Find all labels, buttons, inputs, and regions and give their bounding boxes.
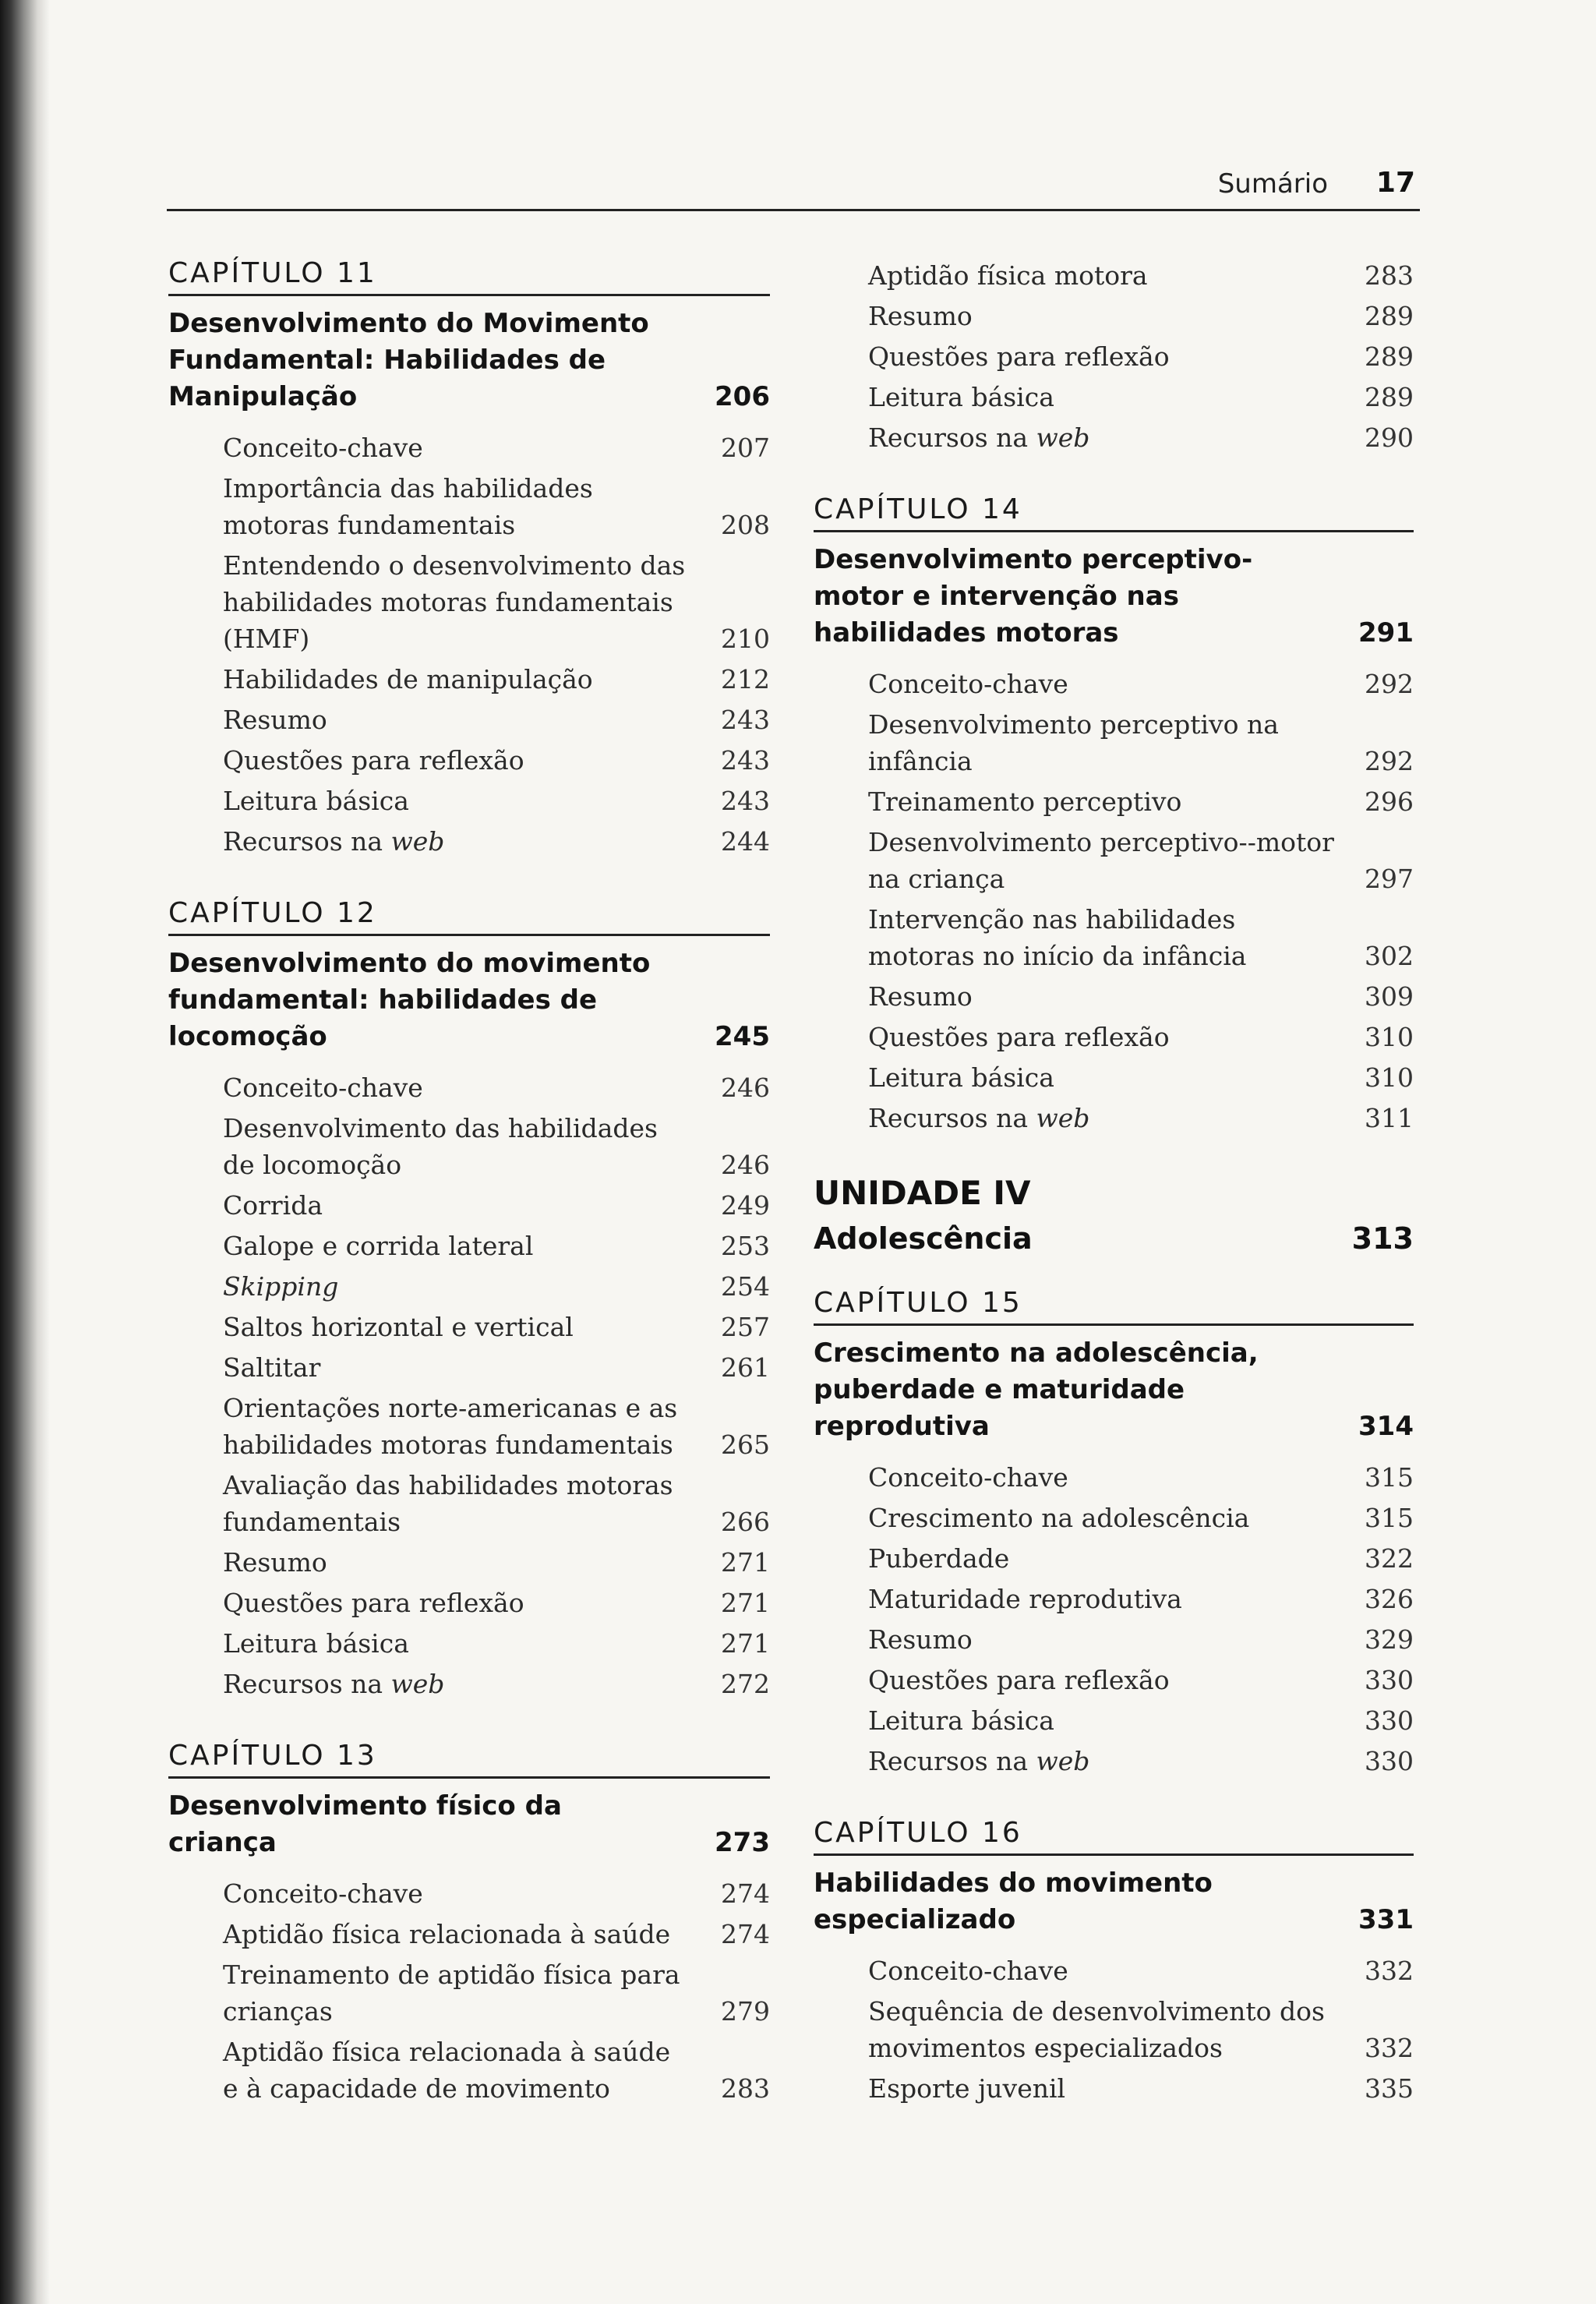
toc-entry-title: Recursos na web [223,1669,445,1699]
toc-entry-title: Crescimento na adolescência [868,1503,1250,1533]
toc-entry-page: 297 [1365,864,1414,894]
toc-entry-page: 296 [1365,786,1414,817]
toc-entry-page: 292 [1365,746,1414,776]
chapter-title-row[interactable] [814,1335,1414,1445]
toc-entry-title: Resumo [868,1624,973,1655]
toc-entry[interactable] [814,1581,1414,1617]
toc-entry[interactable] [168,1625,770,1662]
toc-entry-title: Questões para reflexão [868,341,1170,372]
toc-chapter [814,493,1414,1136]
toc-entry-list [168,1069,770,1702]
toc-entry[interactable] [814,1059,1414,1096]
chapter-title: Desenvolvimento físico da criança [168,1790,562,1858]
toc-entry-page: 261 [721,1352,770,1383]
toc-entry-page: 271 [721,1588,770,1618]
toc-entry[interactable] [168,1110,770,1183]
toc-entry-title: Questões para reflexão [868,1022,1170,1052]
toc-entry[interactable] [168,1467,770,1540]
toc-entry-page: 292 [1365,669,1414,699]
toc-entry[interactable] [814,419,1414,456]
toc-entry[interactable] [814,783,1414,820]
chapter-page: 206 [715,381,770,412]
toc-chapter [814,1817,1414,2107]
toc-chapter [814,1287,1414,1779]
running-header [167,165,1420,211]
toc-entry[interactable] [814,338,1414,375]
toc-entry-page: 332 [1365,1956,1414,1986]
toc-entry[interactable] [814,1100,1414,1136]
toc-entry[interactable] [814,1459,1414,1496]
chapter-title-row[interactable] [168,945,770,1055]
toc-entry-title: Resumo [868,981,973,1012]
toc-entry-page: 326 [1365,1584,1414,1614]
chapter-label: CAPÍTULO 12 [168,897,770,936]
toc-entry[interactable] [168,1187,770,1224]
toc-entry[interactable] [168,1390,770,1463]
toc-entry[interactable] [168,547,770,657]
toc-entry-page: 271 [721,1547,770,1578]
toc-entry[interactable] [814,666,1414,702]
toc-entry-title: Recursos na web [223,826,445,857]
toc-entry[interactable] [168,1544,770,1581]
unit-page: 313 [1351,1221,1414,1256]
chapter-label: CAPÍTULO 11 [168,257,770,296]
chapter-title-row[interactable] [814,1865,1414,1938]
book-spine-shadow [0,0,50,2304]
toc-entry-page: 310 [1365,1062,1414,1093]
toc-entry-title: Saltitar [223,1352,321,1383]
toc-entry-title: Aptidão física relacionada à saúde [223,1919,671,1949]
toc-entry[interactable] [168,1069,770,1106]
toc-entry-title: Questões para reflexão [223,745,524,776]
toc-entry-title-italic: web [390,1669,445,1699]
toc-entry-page: 254 [721,1271,770,1302]
header-page-number: 17 [1375,167,1415,199]
toc-entry-title-italic: web [390,826,445,857]
toc-entry-page: 265 [721,1429,770,1460]
toc-entry-title: Desenvolvimento perceptivo na infância [868,709,1279,776]
chapter-title: Desenvolvimento do Movimento Fundamental: Habilidades de Manipulação [168,308,649,412]
toc-entry-page: 257 [721,1312,770,1342]
header-section-title: Sumário [1217,168,1328,200]
unit-title: Adolescência [814,1221,1033,1256]
toc-entry[interactable] [168,1228,770,1264]
toc-entry[interactable] [168,1956,770,2030]
toc-entry-page: 253 [721,1231,770,1261]
toc-entry-title-italic: web [1036,422,1090,453]
toc-entry-page: 289 [1365,382,1414,412]
toc-entry-title: Conceito-chave [868,669,1068,699]
toc-entry-page: 208 [721,510,770,540]
unit-label: UNIDADE IV [814,1174,1031,1212]
toc-entry-page: 244 [721,826,770,857]
toc-right-column [814,257,1414,2144]
toc-entry-page: 309 [1365,981,1414,1012]
unit-title-row[interactable] [814,1221,1414,1256]
toc-entry-title: Conceito-chave [223,1878,423,1909]
toc-entry[interactable] [814,1993,1414,2066]
toc-entry-page: 243 [721,705,770,735]
toc-chapter-continued [814,257,1414,456]
toc-entry[interactable] [168,2034,770,2107]
toc-entry-title: Conceito-chave [223,433,423,463]
toc-entry[interactable] [814,257,1414,294]
toc-entry[interactable] [814,1540,1414,1577]
toc-entry-page: 246 [721,1072,770,1103]
toc-entry-title: Recursos na web [868,422,1090,453]
toc-entry-page: 274 [721,1919,770,1949]
toc-entry-title: Esporte juvenil [868,2073,1066,2104]
toc-entry-title: Leitura básica [868,1705,1054,1736]
chapter-label: CAPÍTULO 13 [168,1740,770,1779]
chapter-label: CAPÍTULO 15 [814,1287,1414,1326]
toc-entry-title: Conceito-chave [868,1462,1068,1493]
chapter-page: 291 [1358,617,1414,648]
toc-entry-page: 272 [721,1669,770,1699]
toc-entry[interactable] [168,701,770,738]
toc-entry-page: 266 [721,1507,770,1537]
toc-entry[interactable] [814,824,1414,897]
toc-entry-title: Corrida [223,1190,323,1221]
toc-entry-page: 274 [721,1878,770,1909]
toc-entry-page: 210 [721,624,770,654]
toc-entry[interactable] [814,1952,1414,1989]
toc-entry-list [814,257,1414,456]
chapter-title: Desenvolvimento perceptivo-motor e intervenção nas habilidades motoras [814,544,1253,648]
toc-entry[interactable] [168,1585,770,1621]
toc-entry-list [814,1459,1414,1779]
toc-entry[interactable] [168,823,770,860]
toc-entry-title: Treinamento perceptivo [868,786,1182,817]
toc-entry-list [168,1875,770,2107]
toc-entry-page: 283 [1365,260,1414,291]
toc-entry[interactable] [814,1702,1414,1739]
toc-entry-title: Resumo [223,705,327,735]
toc-entry-page: 330 [1365,1665,1414,1695]
toc-entry-title: Conceito-chave [868,1956,1068,1986]
toc-entry-title: Desenvolvimento perceptivo--motor na criança [868,827,1334,894]
toc-entry-title: Galope e corrida lateral [223,1231,534,1261]
toc-entry-title: Habilidades de manipulação [223,664,593,694]
toc-entry-title: Recursos na web [868,1103,1090,1133]
toc-entry[interactable] [814,379,1414,415]
toc-entry-page: 207 [721,433,770,463]
toc-entry-title: Leitura básica [223,1628,409,1659]
chapter-page: 245 [715,1021,770,1052]
toc-entry-page: 212 [721,664,770,694]
toc-entry[interactable] [168,1309,770,1345]
chapter-label: CAPÍTULO 16 [814,1817,1414,1856]
toc-entry-title: Conceito-chave [223,1072,423,1103]
toc-entry-title-italic: web [1036,1746,1090,1776]
toc-entry-title: Avaliação das habilidades motoras fundamentais [223,1470,673,1537]
toc-entry-page: 315 [1365,1503,1414,1533]
toc-entry-page: 330 [1365,1746,1414,1776]
chapter-title: Habilidades do movimento especializado [814,1868,1213,1935]
toc-entry[interactable] [168,1349,770,1386]
toc-entry-page: 335 [1365,2073,1414,2104]
toc-entry-list [814,666,1414,1136]
toc-entry-title: Aptidão física motora [868,260,1148,291]
toc-entry-page: 311 [1365,1103,1414,1133]
toc-entry-title: Questões para reflexão [868,1665,1170,1695]
toc-entry[interactable] [168,1666,770,1702]
toc-entry-page: 329 [1365,1624,1414,1655]
toc-entry-title: Skipping [223,1271,339,1302]
toc-entry[interactable] [814,1019,1414,1055]
toc-entry-title: Entendendo o desenvolvimento das habilidades motoras fundamentais (HMF) [223,550,686,654]
toc-entry-page: 249 [721,1190,770,1221]
toc-entry-page: 279 [721,1996,770,2027]
toc-entry-title: Sequência de desenvolvimento dos movimentos especializados [868,1996,1325,2063]
toc-chapter [168,1740,770,2107]
toc-entry-title: Puberdade [868,1543,1010,1574]
toc-entry-title: Maturidade reprodutiva [868,1584,1182,1614]
toc-entry-title: Leitura básica [868,1062,1054,1093]
toc-entry[interactable] [168,1268,770,1305]
chapter-title-row[interactable] [168,1788,770,1861]
toc-entry[interactable] [814,298,1414,334]
toc-entry-title: Aptidão física relacionada à saúde e à capacidade de movimento [223,2037,671,2104]
toc-chapter [168,897,770,1702]
chapter-title: Crescimento na adolescência, puberdade e maturidade reprodutiva [814,1338,1259,1442]
toc-entry-page: 332 [1365,2033,1414,2063]
toc-entry-page: 289 [1365,341,1414,372]
chapter-page: 314 [1358,1411,1414,1442]
toc-entry-title: Importância das habilidades motoras fundamentais [223,473,593,540]
toc-entry-title: Resumo [868,301,973,331]
toc-entry-page: 315 [1365,1462,1414,1493]
toc-entry-title: Desenvolvimento das habilidades de locomoção [223,1113,658,1180]
toc-entry-title: Resumo [223,1547,327,1578]
chapter-page: 273 [715,1827,770,1858]
toc-entry-title: Questões para reflexão [223,1588,524,1618]
toc-entry-page: 302 [1365,941,1414,971]
toc-entry[interactable] [168,429,770,466]
toc-entry-title: Leitura básica [223,786,409,816]
toc-entry-page: 322 [1365,1543,1414,1574]
toc-entry-title: Treinamento de aptidão física para crianças [223,1959,680,2027]
toc-entry-page: 289 [1365,301,1414,331]
toc-entry[interactable] [814,1621,1414,1658]
toc-entry[interactable] [814,901,1414,974]
toc-entry-title: Orientações norte-americanas e as habilidades motoras fundamentais [223,1393,678,1460]
toc-entry-list [168,429,770,860]
toc-entry[interactable] [814,706,1414,779]
toc-entry[interactable] [168,742,770,779]
toc-entry[interactable] [168,661,770,698]
toc-entry[interactable] [168,783,770,819]
chapter-title-row[interactable] [168,306,770,415]
toc-entry-title: Intervenção nas habilidades motoras no início da infância [868,904,1247,971]
toc-entry-list [814,1952,1414,2107]
toc-entry-page: 310 [1365,1022,1414,1052]
chapter-title: Desenvolvimento do movimento fundamental: habilidades de locomoção [168,948,651,1052]
toc-entry-title: Leitura básica [868,382,1054,412]
toc-entry-page: 290 [1365,422,1414,453]
toc-entry[interactable] [814,2070,1414,2107]
toc-entry-page: 246 [721,1150,770,1180]
chapter-page: 331 [1358,1904,1414,1935]
toc-entry-title: Saltos horizontal e vertical [223,1312,574,1342]
toc-left-column [168,257,770,2144]
toc-entry[interactable] [814,1500,1414,1536]
toc-entry[interactable] [168,470,770,543]
toc-entry-page: 271 [721,1628,770,1659]
toc-entry-page: 283 [721,2073,770,2104]
toc-entry-page: 243 [721,786,770,816]
toc-entry[interactable] [814,1662,1414,1698]
chapter-label: CAPÍTULO 14 [814,493,1414,532]
toc-chapter [168,257,770,860]
toc-entry-title-italic: web [1036,1103,1090,1133]
toc-entry-page: 330 [1365,1705,1414,1736]
toc-entry-title: Recursos na web [868,1746,1090,1776]
toc-entry[interactable] [168,1916,770,1952]
toc-entry-page: 243 [721,745,770,776]
toc-entry[interactable] [168,1875,770,1912]
chapter-title-row[interactable] [814,542,1414,652]
toc-entry[interactable] [814,1743,1414,1779]
toc-entry[interactable] [814,978,1414,1015]
